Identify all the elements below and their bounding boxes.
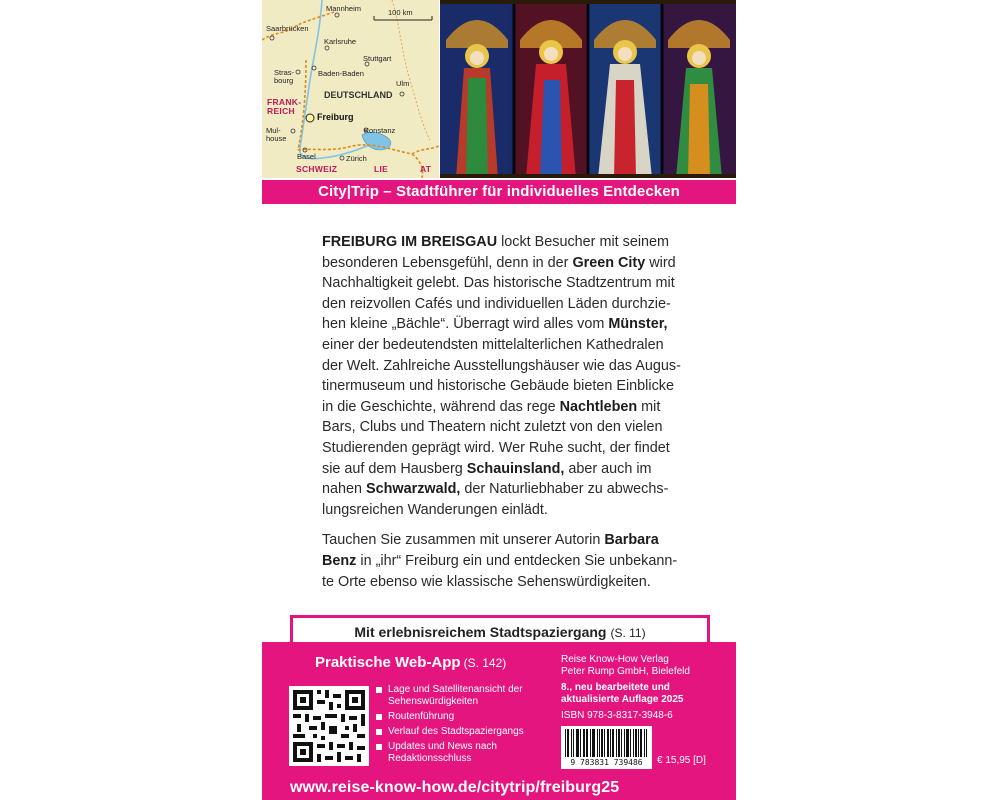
map-country-austria: AT <box>420 164 432 174</box>
map-city-mulhouse-line1: Mul- <box>266 126 281 135</box>
edition-info: 8., neu bearbeitete und aktualisierte Auflage 2025 <box>561 682 684 705</box>
text-run: wird Nachhaltigkeit gelebt. Das historische Stadtzentrum mit den reizvollen Cafés und individuellen Läden durchziehen kleine „Bächle“. Überragt wird alles vom <box>322 254 676 333</box>
map-country-france-line2: REICH <box>267 105 295 116</box>
map-country-germany: DEUTSCHLAND <box>324 90 393 100</box>
feature-item: Lage und Satellitenansicht der Sehenswürdigkeiten <box>376 684 536 708</box>
barcode-bar <box>630 729 631 757</box>
web-app-title: Praktische Web-App <box>315 654 461 671</box>
barcode-bar <box>608 729 609 757</box>
barcode-bar <box>568 729 569 757</box>
emphasis-text: Schwarzwald, <box>366 481 461 498</box>
map-city-freiburg: Freiburg <box>317 112 354 122</box>
barcode-bar <box>604 729 605 757</box>
text-run: einer der bedeutendsten mittelalterlichen Kathedralen der Welt. Zahlreiche Ausstellungshäuser wie das Augustinermuseum und historische Gebäude bieten Einblicke in die Geschichte, während das rege <box>322 336 681 415</box>
emphasis-text: Barbara Benz <box>322 532 659 569</box>
barcode-bar <box>616 729 617 757</box>
feature-item: Routenführung <box>376 711 536 723</box>
barcode-bar <box>599 729 600 757</box>
barcode-bar <box>618 729 619 757</box>
map-city-strasbourg <box>274 69 294 86</box>
map-city-baden-baden: Baden-Baden <box>318 69 364 78</box>
footer-panel <box>262 642 736 800</box>
city-walk-banner <box>290 615 710 645</box>
feature-item: Verlauf des Stadtspaziergangs <box>376 726 536 738</box>
qr-code[interactable] <box>289 686 369 766</box>
qr-code-graphic <box>289 686 369 766</box>
barcode-bar <box>590 729 591 757</box>
barcode-bar <box>571 729 572 757</box>
isbn: ISBN 978-3-8317-3948-6 <box>561 710 673 721</box>
stained-glass-photo <box>440 0 736 178</box>
text-run: mit Bars, Clubs und Theatern nicht zuletzt von den vielen Studierenden geprägt wird. Wer Ruhe sucht, der findet sie auf dem Hausberg <box>322 398 670 477</box>
barcode-bar <box>613 729 614 757</box>
barcode-bar <box>584 729 585 757</box>
barcode-bar <box>644 729 645 757</box>
map-city-karlsruhe: Karlsruhe <box>324 37 357 46</box>
barcode-bar <box>641 729 642 757</box>
blurb-paragraph-1 <box>322 232 682 520</box>
barcode-digits: 9 783831 739486 <box>570 758 643 767</box>
city-walk-page: (S. 11) <box>610 626 646 640</box>
map-scale-label: 100 km <box>388 8 413 17</box>
map-city-mannheim: Mannheim <box>326 4 362 13</box>
feature-item: Updates und News nach Redaktionsschluss <box>376 741 536 765</box>
website-url[interactable]: www.reise-know-how.de/citytrip/freiburg25 <box>290 779 620 796</box>
map-city-strasbourg-line2: bourg <box>274 76 294 86</box>
map-city-stuttgart: Stuttgart <box>363 54 392 63</box>
barcode-bar <box>607 729 608 757</box>
map-city-strasbourg-line1: Stras- <box>274 68 295 77</box>
barcode-bar <box>601 729 602 757</box>
barcode-bar <box>621 729 622 757</box>
map-country-france <box>267 98 301 116</box>
text-run: lockt Besucher mit seinem besonderen Lebensgefühl, denn in der <box>322 234 670 271</box>
barcode-bar <box>576 729 577 757</box>
barcode-bar <box>602 729 603 757</box>
map-country-switzerland: SCHWEIZ <box>296 164 338 174</box>
emphasis-text: Nachtleben <box>559 398 638 415</box>
barcode-bar <box>610 729 611 757</box>
barcode-bar <box>627 729 628 757</box>
barcode-bar <box>619 729 620 757</box>
barcode-bar <box>628 729 629 757</box>
barcode-bar <box>567 729 568 757</box>
barcode-bar <box>624 729 625 757</box>
publisher-company: Peter Rump GmbH, Bielefeld <box>561 666 690 677</box>
web-app-page: (S. 142) <box>463 656 507 670</box>
map-city-ulm: Ulm <box>396 79 410 88</box>
barcode-bar <box>633 729 634 757</box>
city-walk-title: Mit erlebnisreichem Stadtspaziergang <box>354 624 607 640</box>
price: € 15,95 [D] <box>657 755 706 766</box>
barcode-bar <box>636 729 637 757</box>
barcode-bar <box>573 729 574 757</box>
barcode-bar <box>635 729 636 757</box>
stained-glass-graphic <box>440 0 736 178</box>
barcode-bar <box>626 729 627 757</box>
blurb-paragraph-2 <box>322 530 682 592</box>
barcode-bar <box>578 729 579 757</box>
web-app-heading <box>315 654 506 671</box>
web-app-features <box>376 684 536 768</box>
map-city-zuerich: Zürich <box>346 154 367 163</box>
map-city-konstanz: Konstanz <box>364 126 396 135</box>
ean-barcode <box>561 726 652 769</box>
text-run: in „ihr“ Freiburg ein und entdecken Sie unbekannte Orte ebenso wie klassische Sehenswürdigkeiten. <box>322 552 678 590</box>
barcode-bar <box>640 729 641 757</box>
barcode-bar <box>592 729 593 757</box>
blurb <box>322 232 682 592</box>
barcode-bar <box>597 729 598 757</box>
barcode-bar <box>593 729 594 757</box>
barcode-bar <box>586 729 587 757</box>
emphasis-text: Münster, <box>608 316 668 333</box>
publisher-info <box>561 654 731 722</box>
publisher-name: Reise Know-How Verlag <box>561 654 669 665</box>
barcode-bar <box>580 729 581 757</box>
barcode-bar <box>565 729 566 757</box>
map-city-basel: Basel <box>297 152 316 161</box>
barcode-bar <box>612 729 613 757</box>
emphasis-text: Green City <box>572 254 646 271</box>
text-run: Tauchen Sie zusammen mit unserer Autorin <box>322 532 605 549</box>
barcode-bar <box>583 729 584 757</box>
barcode-bar <box>587 729 588 757</box>
emphasis-text: FREIBURG IM BREISGAU <box>322 234 498 250</box>
barcode-bar <box>594 729 595 757</box>
text-run: der Naturliebhaber zu abwechslungsreichen Wanderungen einlädt. <box>322 481 669 518</box>
barcode-bar <box>646 729 647 757</box>
book-back-cover <box>262 0 736 800</box>
map-city-mulhouse-line2: house <box>266 134 287 144</box>
map-city-mulhouse <box>266 127 286 144</box>
map-country-france-line1: FRANK- <box>267 97 302 107</box>
emphasis-text: Schauinsland, <box>466 460 565 477</box>
series-title-bar: City|Trip – Stadtführer für individuelles Entdecken <box>262 180 736 204</box>
barcode-bar <box>577 729 578 757</box>
barcode-bar <box>638 729 639 757</box>
map-city-saarbruecken: Saarbrücken <box>266 24 309 33</box>
text-run: aber auch im nahen <box>322 460 652 498</box>
region-map <box>262 0 439 178</box>
map-country-liechtenstein: LIE <box>374 164 389 174</box>
